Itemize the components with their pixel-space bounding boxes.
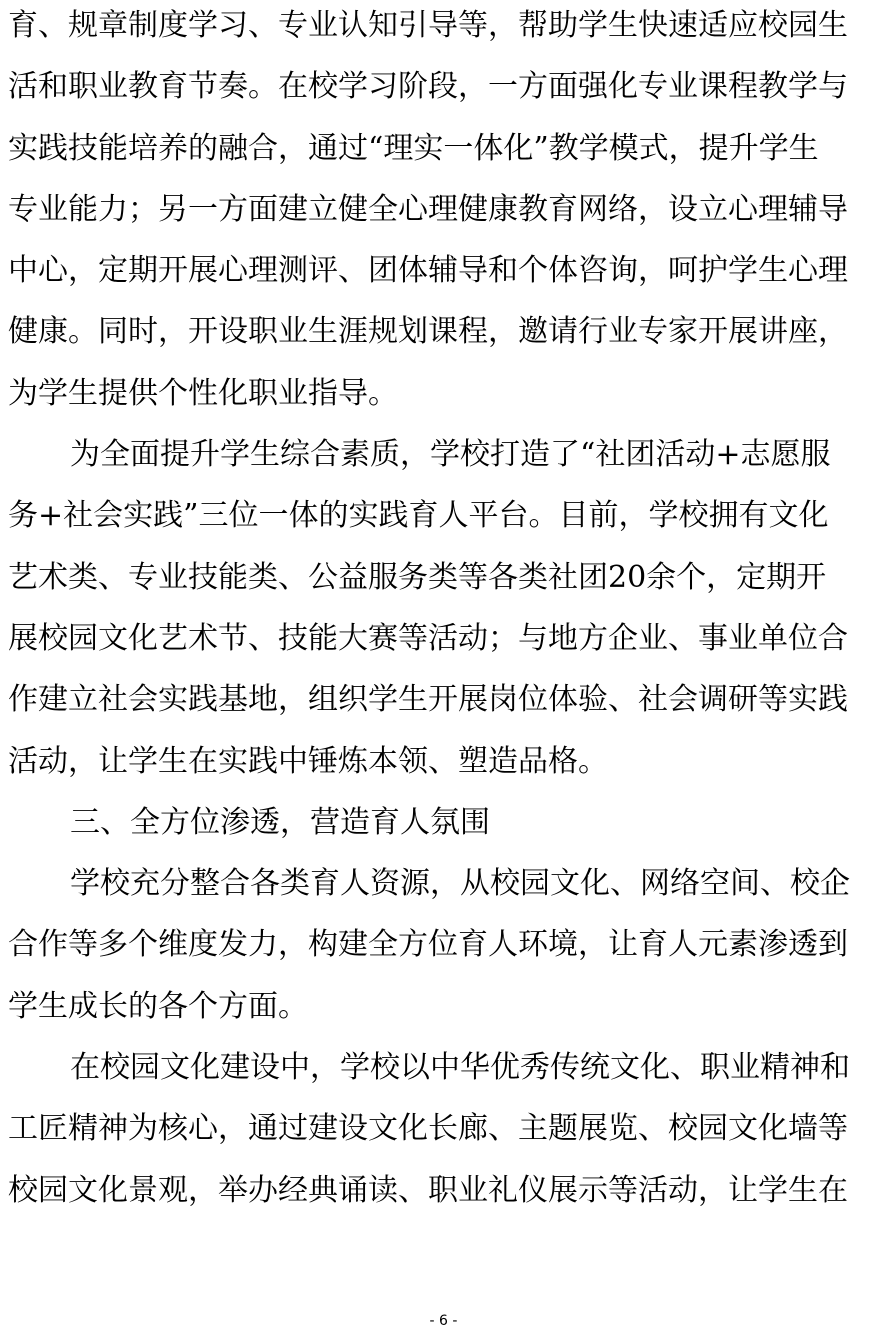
text-line-4: 专业能力；另一方面建立健全心理健康教育网络，设立心理辅导 <box>8 191 848 227</box>
page-number: - 6 - <box>429 1313 458 1329</box>
section-heading: 三、全方位渗透，营造育人氛围 <box>70 804 490 840</box>
text-line-13: 活动，让学生在实践中锤炼本领、塑造品格。 <box>8 743 608 779</box>
text-line-6: 健康。同时，开设职业生涯规划课程，邀请行业专家开展讲座， <box>8 314 848 350</box>
text-line-1: 育、规章制度学习、专业认知引导等，帮助学生快速适应校园生 <box>8 8 848 43</box>
text-line-5: 中心，定期开展心理测评、团体辅导和个体咨询，呵护学生心理 <box>8 253 848 289</box>
text-line-16: 合作等多个维度发力，构建全方位育人环境，让育人元素渗透到 <box>8 927 848 963</box>
text-line-11: 展校园文化艺术节、技能大赛等活动；与地方企业、事业单位合 <box>8 620 848 656</box>
text-line-19: 工匠精神为核心，通过建设文化长廊、主题展览、校园文化墙等 <box>8 1111 848 1147</box>
text-line-7: 为学生提供个性化职业指导。 <box>8 375 398 411</box>
text-line-8: 为全面提升学生综合素质，学校打造了“社团活动+志愿服 <box>70 437 831 473</box>
text-line-9: 务+社会实践”三位一体的实践育人平台。目前，学校拥有文化 <box>8 498 829 534</box>
text-line-2: 活和职业教育节奏。在校学习阶段，一方面强化专业课程教学与 <box>8 69 848 105</box>
body-text <box>8 6 878 1232</box>
text-line-17: 学生成长的各个方面。 <box>8 988 308 1024</box>
text-line-10: 艺术类、专业技能类、公益服务类等各类社团20余个，定期开 <box>8 559 827 595</box>
text-line-20: 校园文化景观，举办经典诵读、职业礼仪展示等活动，让学生在 <box>8 1172 848 1208</box>
text-line-3: 实践技能培养的融合，通过“理实一体化”教学模式，提升学生 <box>8 130 819 166</box>
text-line-18: 在校园文化建设中，学校以中华优秀传统文化、职业精神和 <box>70 1050 850 1086</box>
text-line-15: 学校充分整合各类育人资源，从校园文化、网络空间、校企 <box>70 866 850 902</box>
text-line-12: 作建立社会实践基地，组织学生开展岗位体验、社会调研等实践 <box>8 682 848 718</box>
